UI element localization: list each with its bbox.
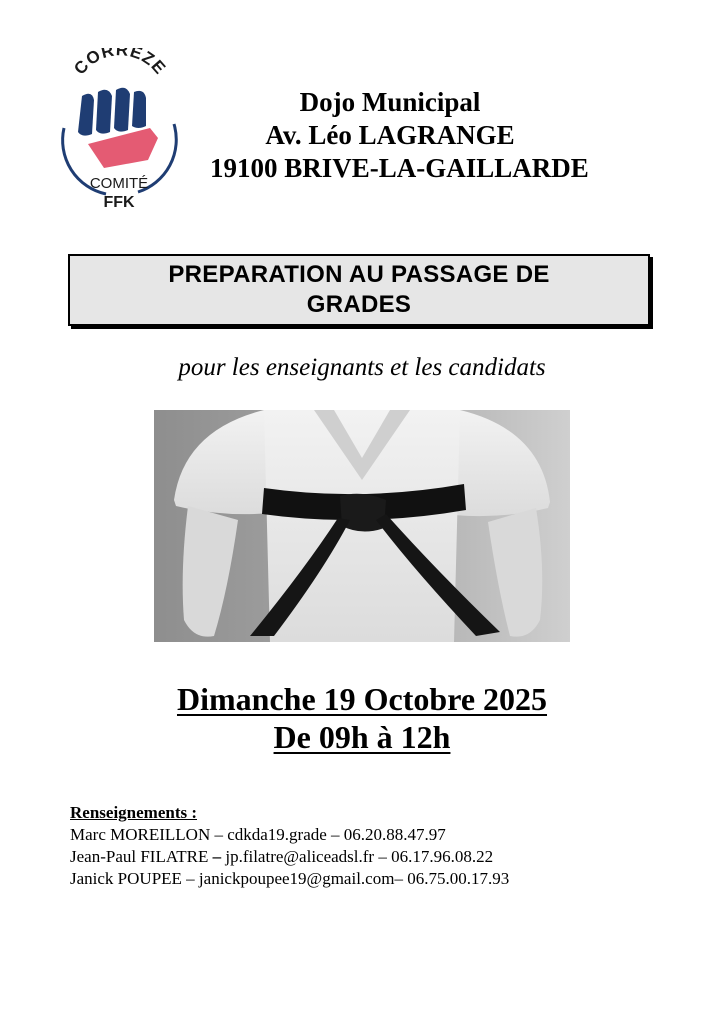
logo-top-text: CORRÈZE	[70, 48, 170, 79]
contact-line	[70, 824, 509, 846]
address-line-1: Dojo Municipal	[299, 87, 481, 117]
title-line-2: GRADES	[306, 291, 412, 318]
contact-detail: janickpoupee19@gmail.com– 06.75.00.17.93	[198, 869, 510, 888]
contact-detail: cdkda19.grade – 06.20.88.47.97	[227, 825, 446, 844]
contact-name: Jean-Paul FILATRE	[70, 847, 209, 866]
address-line-2: Av. Léo LAGRANGE	[265, 120, 515, 150]
contact-separator: –	[181, 869, 199, 888]
contact-name: Janick POUPEE	[70, 869, 182, 888]
contact-line	[70, 846, 509, 868]
event-time: De 09h à 12h	[273, 719, 451, 755]
event-date: Dimanche 19 Octobre 2025	[176, 681, 548, 717]
contact-separator: –	[210, 825, 228, 844]
contact-name: Marc MOREILLON	[70, 825, 211, 844]
contact-line	[70, 868, 509, 890]
contact-heading: Renseignements :	[70, 803, 198, 822]
svg-text:CORRÈZE	[70, 48, 170, 78]
contact-detail: jp.filatre@aliceadsl.fr – 06.17.96.08.22	[225, 847, 494, 866]
title-line-1: PREPARATION AU PASSAGE DE	[168, 261, 550, 288]
event-date-time	[0, 680, 724, 756]
contact-separator: –	[208, 847, 226, 866]
event-subtitle: pour les enseignants et les candidats	[178, 354, 546, 381]
venue-address	[200, 86, 589, 185]
logo-middle-text: COMITÉ	[89, 175, 149, 192]
address-line-3: 19100 BRIVE-LA-GAILLARDE	[210, 153, 589, 183]
logo-bottom-text: FFK	[103, 194, 135, 211]
comite-ffk-logo	[52, 48, 186, 218]
karate-black-belt-photo	[154, 410, 570, 642]
contact-info	[70, 802, 509, 890]
event-title-box	[68, 254, 650, 326]
